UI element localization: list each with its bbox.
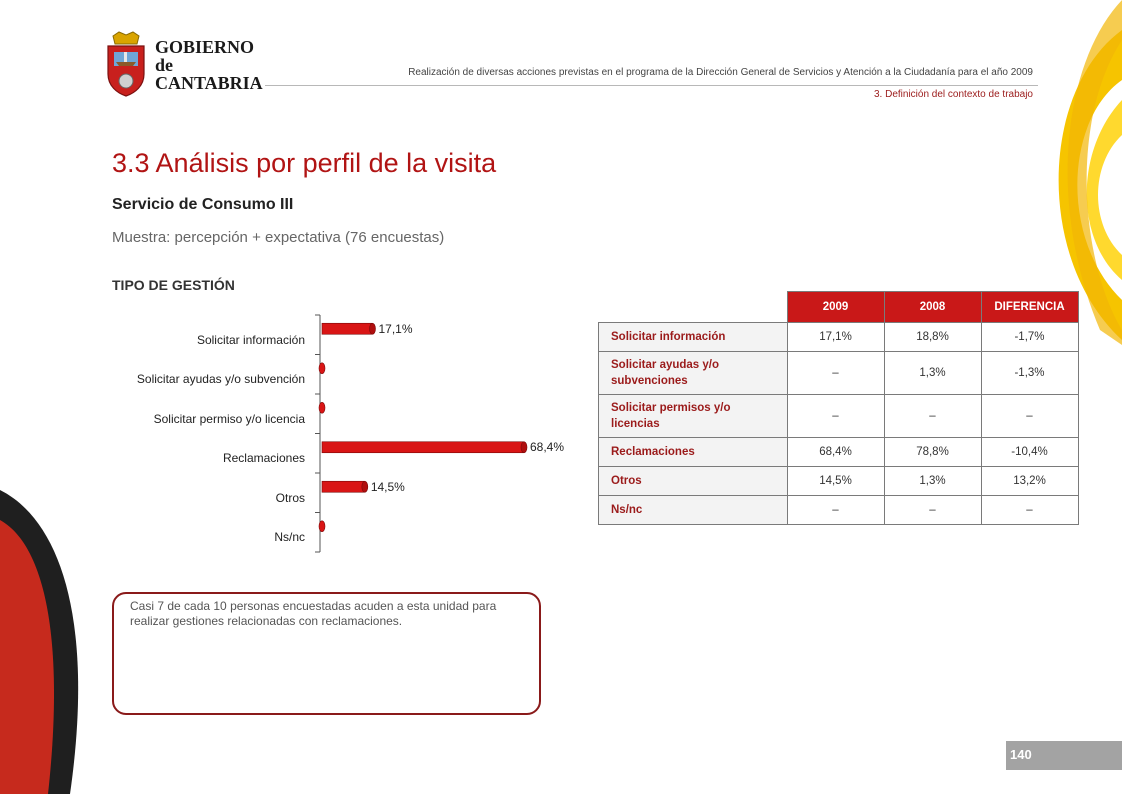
table-cell: 14,5%	[787, 467, 884, 496]
table-header-2008: 2008	[884, 292, 981, 323]
table-cell: –	[787, 352, 884, 395]
header-divider	[265, 85, 1038, 86]
chart-category-label: Otros	[275, 490, 305, 505]
chart-category-label: Solicitar ayudas y/o subvención	[136, 372, 305, 387]
chart-data-label: 17,1%	[378, 321, 413, 336]
chart-title: TIPO DE GESTIÓN	[112, 277, 235, 293]
table-cell: 1,3%	[884, 467, 981, 496]
service-subtitle: Servicio de Consumo III	[112, 196, 294, 213]
table-cell: 13,2%	[981, 467, 1078, 496]
table-cell: –	[981, 496, 1078, 525]
page-title: 3.3 Análisis por perfil de la visita	[112, 148, 497, 178]
table-row-label: Otros	[599, 467, 788, 496]
table-row-label: Solicitar ayudas y/o subvenciones	[599, 352, 788, 395]
table-row	[599, 395, 1079, 438]
header-section: 3. Definición del contexto de trabajo	[874, 89, 1033, 100]
table-cell: 18,8%	[884, 323, 981, 352]
table-cell: –	[884, 395, 981, 438]
table-cell: 68,4%	[787, 438, 884, 467]
table-cell: 17,1%	[787, 323, 884, 352]
bar-chart	[300, 300, 590, 575]
chart-category-label: Solicitar información	[196, 332, 305, 347]
comparison-table	[598, 291, 1079, 525]
logo-wordmark	[155, 38, 263, 92]
table-row-label: Solicitar permisos y/o licencias	[599, 395, 788, 438]
chart-bar	[319, 521, 325, 532]
chart-category-label: Solicitar permiso y/o licencia	[153, 411, 305, 426]
table-cell: –	[787, 395, 884, 438]
logo-line-3: CANTABRIA	[155, 73, 263, 93]
table-cell: –	[884, 496, 981, 525]
chart-bar	[322, 481, 368, 492]
table-header-row	[599, 292, 1079, 323]
table-header-diferencia: DIFERENCIA	[981, 292, 1078, 323]
table-cell: -1,3%	[981, 352, 1078, 395]
table-cell: 1,3%	[884, 352, 981, 395]
table-corner	[599, 292, 788, 323]
logo-line-2: de	[155, 55, 173, 75]
table-row-label: Ns/nc	[599, 496, 788, 525]
cantabria-coat-of-arms-logo	[105, 30, 147, 98]
chart-bar	[319, 363, 325, 374]
header-document-subtitle: Realización de diversas acciones previstas en el programa de la Dirección General de Servicios y Atención a la Ciudadanía para el año 2009	[408, 67, 1033, 78]
table-header-2009: 2009	[787, 292, 884, 323]
table-row	[599, 352, 1079, 395]
table-cell: -10,4%	[981, 438, 1078, 467]
table-cell: 78,8%	[884, 438, 981, 467]
chart-data-label: 68,4%	[530, 440, 565, 455]
table-cell: –	[787, 496, 884, 525]
page-number: 140	[1010, 747, 1032, 762]
chart-data-label: 14,5%	[370, 479, 405, 494]
table-cell: –	[981, 395, 1078, 438]
chart-bar	[322, 323, 376, 334]
table-row	[599, 438, 1079, 467]
table-row-label: Reclamaciones	[599, 438, 788, 467]
chart-bar	[319, 402, 325, 413]
chart-category-label: Reclamaciones	[222, 451, 305, 466]
sample-description: Muestra: percepción + expectativa (76 encuestas)	[112, 229, 445, 246]
table-row-label: Solicitar información	[599, 323, 788, 352]
table-cell: -1,7%	[981, 323, 1078, 352]
table-row	[599, 496, 1079, 525]
chart-bar	[322, 442, 527, 453]
chart-category-label: Ns/nc	[274, 530, 305, 545]
logo-line-1: GOBIERNO	[155, 37, 255, 57]
table-row	[599, 323, 1079, 352]
conclusion-note: Casi 7 de cada 10 personas encuestadas acuden a esta unidad para realizar gestiones relacionadas con reclamaciones.	[112, 592, 541, 715]
table-row	[599, 467, 1079, 496]
